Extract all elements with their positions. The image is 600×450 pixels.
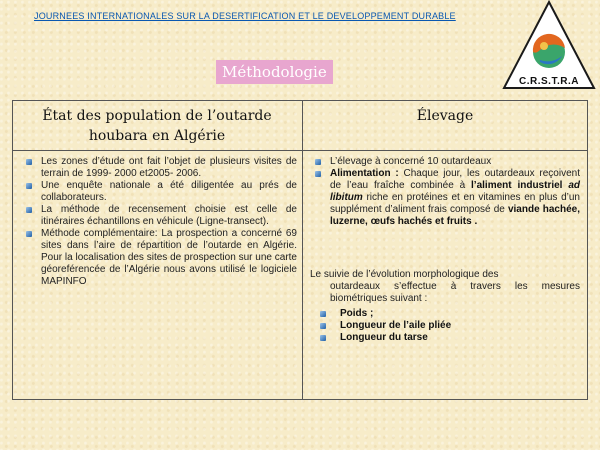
left-column-header bbox=[17, 106, 297, 146]
list-item bbox=[21, 156, 297, 180]
list-item bbox=[21, 228, 297, 288]
item-text: Méthode complémentaire: La prospection a concerné 69 sites dans l’aire de répartition de l’outarde en Algérie. Pour la localisation des sites de prospection sur une carte géoreférencée de l’Algérie nous avons utilisé le logiciele MAPINFO bbox=[41, 228, 297, 287]
square-bullet-icon bbox=[315, 159, 321, 165]
right-column-header: Élevage bbox=[416, 108, 474, 124]
feeding-italic: ad libitum bbox=[330, 180, 580, 203]
item-text: Une enquête nationale a été diligentée au prés de collaborateurs. bbox=[41, 180, 297, 203]
list-item bbox=[310, 168, 580, 228]
item-text: Les zones d’étude ont fait l’objet de plusieurs visites de terrain de 1999- 2000 et2005- 2006. bbox=[41, 156, 297, 179]
logo-label: C.R.S.T.R.A bbox=[519, 76, 579, 87]
item-text: Longueur de l’aile pliée bbox=[340, 320, 452, 331]
item-text: L’élevage à concerné 10 outardeaux bbox=[330, 156, 492, 167]
square-bullet-icon bbox=[315, 171, 321, 177]
header-divider bbox=[13, 150, 587, 151]
feeding-label: Alimentation : bbox=[330, 168, 399, 179]
column-divider bbox=[302, 101, 303, 399]
measures-list bbox=[310, 308, 580, 344]
section-title: Méthodologie bbox=[216, 60, 333, 84]
feeding-text-2: riche en protéines et en vitamines en plus d’un supplément d’aliment frais composé de bbox=[330, 192, 580, 215]
feeding-bold-1: l’aliment industriel bbox=[471, 180, 569, 191]
feeding-text-1: Chaque jour, les outardeaux reçoivent de l’eau fraîche combinée à bbox=[330, 168, 580, 191]
methodology-table bbox=[12, 100, 588, 400]
left-header-line1: État des population de l’outarde bbox=[42, 108, 272, 124]
breeding-list bbox=[310, 156, 580, 228]
square-bullet-icon bbox=[320, 311, 326, 317]
population-methods-list bbox=[21, 156, 297, 288]
list-item bbox=[21, 204, 297, 228]
list-item bbox=[310, 308, 580, 320]
item-text: La méthode de recensement choisie est celle de itinéraires échantillons en véhicule (Ligne-transect). bbox=[41, 204, 297, 227]
item-text: Poids ; bbox=[340, 308, 374, 319]
list-item bbox=[21, 180, 297, 204]
item-text: Longueur du tarse bbox=[340, 332, 428, 343]
biometric-paragraph bbox=[310, 269, 580, 305]
conference-banner[interactable]: JOURNEES INTERNATIONALES SUR LA DESERTIFICATION ET LE DEVELOPPEMENT DURABLE bbox=[34, 11, 456, 21]
square-bullet-icon bbox=[320, 323, 326, 329]
paragraph-line1: Le suivie de l’évolution morphologique des bbox=[310, 269, 499, 280]
list-item bbox=[310, 156, 580, 168]
square-bullet-icon bbox=[26, 207, 32, 213]
square-bullet-icon bbox=[26, 231, 32, 237]
feeding-bold-2: viande hachée, luzerne, œufs hachés et fruits . bbox=[330, 204, 581, 227]
square-bullet-icon bbox=[320, 335, 326, 341]
square-bullet-icon bbox=[26, 183, 32, 189]
paragraph-line2: outardeaux s’effectue à travers les mesures biométriques suivant : bbox=[330, 281, 580, 304]
square-bullet-icon bbox=[26, 159, 32, 165]
list-item bbox=[310, 320, 580, 332]
left-header-line2: houbara en Algérie bbox=[88, 128, 226, 144]
list-item bbox=[310, 332, 580, 344]
